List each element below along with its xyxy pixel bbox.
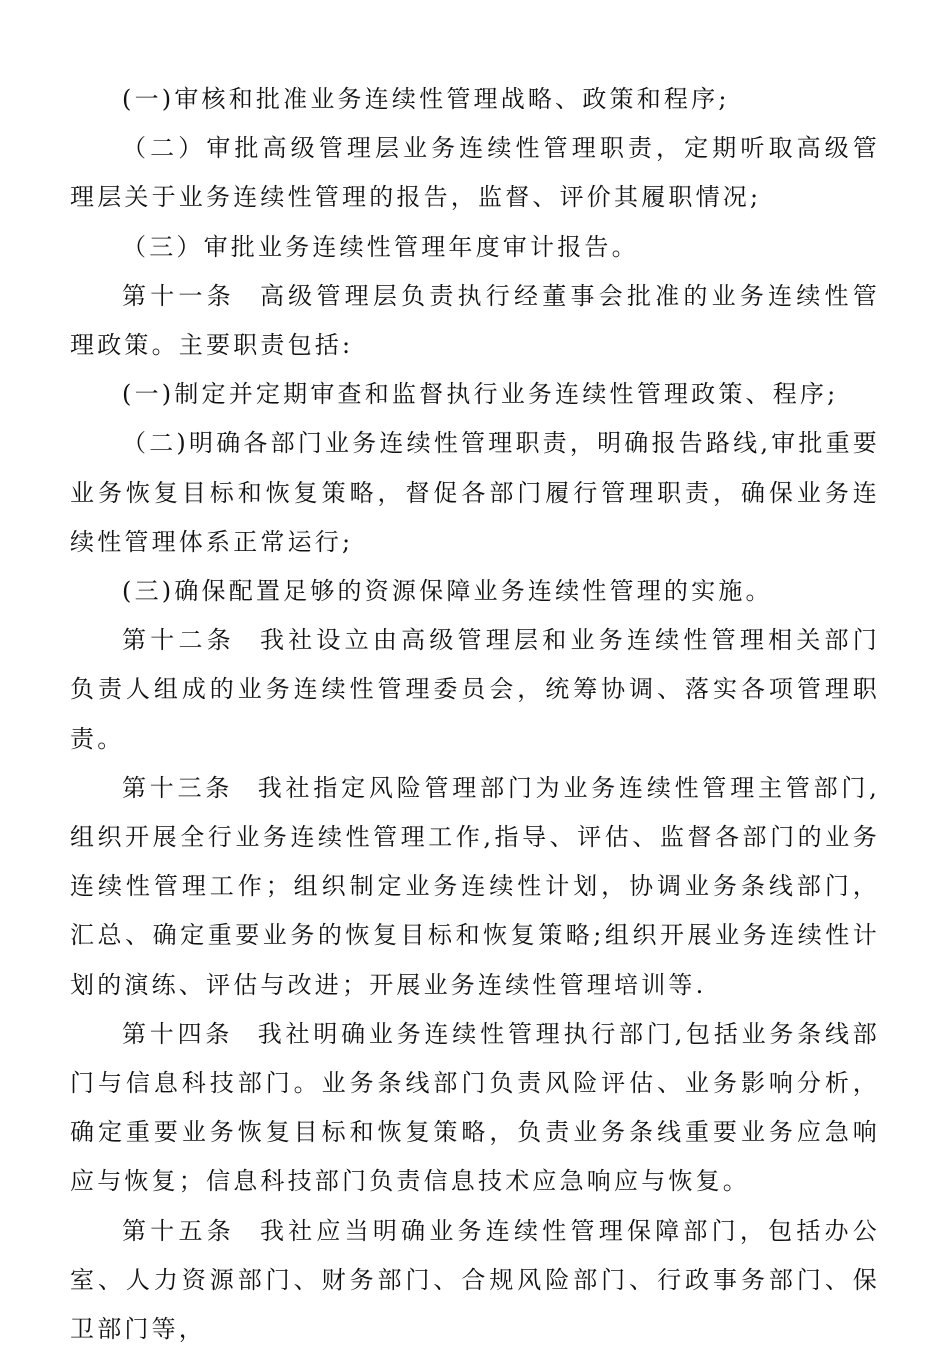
article-15: [70, 1207, 880, 1354]
paragraph-6: [70, 419, 880, 567]
paragraph-1: [70, 75, 880, 124]
article-number: 第十一条: [122, 281, 235, 310]
paragraph-text: （三）审批业务连续性管理年度审计报告。: [122, 232, 639, 261]
paragraph-3: [70, 223, 880, 272]
article-number: 第十三条: [122, 773, 234, 802]
paragraph-text: 我社设立由高级管理层和业务连续性管理相关部门负责人组成的业务连续性管理委员会，统筹协调、落实各项管理职责。: [70, 626, 880, 753]
paragraph-2: [70, 124, 880, 222]
article-13: [70, 764, 880, 1010]
paragraph-5: [70, 370, 880, 419]
paragraph-text: 我社明确业务连续性管理执行部门,包括业务条线部门与信息科技部门。业务条线部门负责风险评估、业务影响分析，确定重要业务恢复目标和恢复策略，负责业务条线重要业务应急响应与恢复；信息科技部门负责信息技术应急响应与恢复。: [70, 1019, 880, 1196]
paragraph-text: (三)确保配置足够的资源保障业务连续性管理的实施。: [122, 577, 773, 606]
paragraph-text: 高级管理层负责执行经董事会批准的业务连续性管理政策。主要职责包括:: [70, 281, 880, 360]
paragraph-text: (一)制定并定期审查和监督执行业务连续性管理政策、程序;: [122, 380, 839, 409]
paragraph-text: (一)审核和批准业务连续性管理战略、政策和程序;: [122, 85, 730, 113]
article-number: 第十五条: [122, 1216, 235, 1245]
paragraph-text: （二)明确各部门业务连续性管理职责，明确报告路线,审批重要业务恢复目标和恢复策略，督促各部门履行管理职责，确保业务连续性管理体系正常运行;: [70, 429, 880, 556]
paragraph-text: 我社指定风险管理部门为业务连续性管理主管部门,组织开展全行业务连续性管理工作,指导、评估、监督各部门的业务连续性管理工作；组织制定业务连续性计划，协调业务条线部门，汇总、确定重要业务的恢复目标和恢复策略;组织开展业务连续性计划的演练、评估与改进；开展业务连续性管理培训等.: [70, 773, 880, 999]
article-14: [70, 1010, 880, 1207]
paragraph-7: [70, 567, 880, 616]
article-12: [70, 616, 880, 764]
paragraph-text: 我社应当明确业务连续性管理保障部门，包括办公室、人力资源部门、财务部门、合规风险部门、行政事务部门、保卫部门等，: [70, 1216, 880, 1344]
article-number: 第十二条: [122, 626, 235, 655]
paragraph-text: （二）审批高级管理层业务连续性管理职责，定期听取高级管理层关于业务连续性管理的报告，监督、评价其履职情况;: [70, 134, 880, 212]
article-number: 第十四条: [122, 1019, 234, 1048]
article-11: [70, 272, 880, 370]
